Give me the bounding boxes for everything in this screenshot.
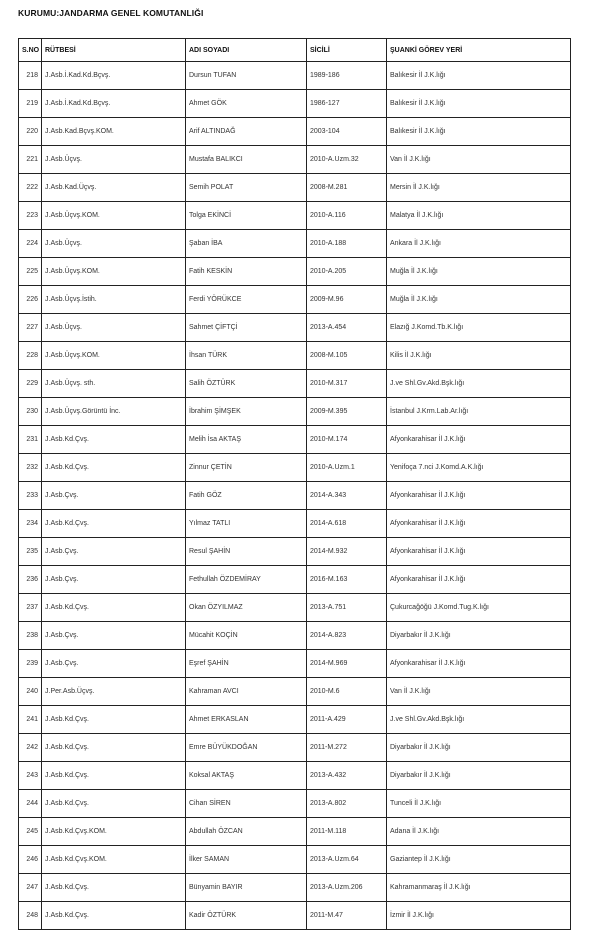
cell-duty-station: Van İl J.K.lığı [387, 146, 571, 174]
cell-name: Ahmet GÖK [186, 90, 307, 118]
table-row [19, 874, 571, 902]
cell-duty-station: Tunceli İl J.K.lığı [387, 790, 571, 818]
cell-rank: J.Asb.Çvş. [42, 650, 186, 678]
table-row [19, 650, 571, 678]
cell-rank: J.Asb.Kd.Çvş.KOM. [42, 846, 186, 874]
cell-no: 234 [19, 510, 42, 538]
personnel-table [18, 38, 571, 930]
cell-name: Koksal AKTAŞ [186, 762, 307, 790]
cell-duty-station: Çukurcağöğü J.Komd.Tug.K.lığı [387, 594, 571, 622]
cell-rank: J.Asb.Kd.Çvş. [42, 510, 186, 538]
cell-rank: J.Asb.Kd.Çvş. [42, 902, 186, 930]
cell-registry: 2010-A.116 [307, 202, 387, 230]
cell-duty-station: Afyonkarahisar İl J.K.lığı [387, 510, 571, 538]
cell-registry: 2014-A.618 [307, 510, 387, 538]
cell-name: Fethullah ÖZDEMİRAY [186, 566, 307, 594]
cell-registry: 2003-104 [307, 118, 387, 146]
cell-name: Bünyamin BAYIR [186, 874, 307, 902]
cell-no: 228 [19, 342, 42, 370]
cell-name: Fatih GÖZ [186, 482, 307, 510]
cell-registry: 2013-A.432 [307, 762, 387, 790]
cell-duty-station: Diyarbakır İl J.K.lığı [387, 762, 571, 790]
cell-duty-station: İzmir İl J.K.lığı [387, 902, 571, 930]
cell-name: Arif ALTINDAĞ [186, 118, 307, 146]
cell-name: İbrahim ŞİMŞEK [186, 398, 307, 426]
cell-no: 233 [19, 482, 42, 510]
cell-duty-station: Afyonkarahisar İl J.K.lığı [387, 566, 571, 594]
cell-rank: J.Asb.Üçvş.KOM. [42, 342, 186, 370]
cell-rank: J.Asb.Üçvş.KOM. [42, 202, 186, 230]
table-row [19, 454, 571, 482]
table-row [19, 258, 571, 286]
cell-no: 220 [19, 118, 42, 146]
table-row [19, 426, 571, 454]
table-row [19, 594, 571, 622]
cell-duty-station: Elazığ J.Komd.Tb.K.lığı [387, 314, 571, 342]
cell-rank: J.Asb.Kd.Çvş. [42, 874, 186, 902]
table-row [19, 846, 571, 874]
cell-no: 231 [19, 426, 42, 454]
cell-name: Abdullah ÖZCAN [186, 818, 307, 846]
column-header-name: ADI SOYADI [186, 39, 307, 62]
cell-name: Mustafa BALIKCI [186, 146, 307, 174]
cell-name: Ahmet ERKASLAN [186, 706, 307, 734]
cell-no: 246 [19, 846, 42, 874]
cell-no: 239 [19, 650, 42, 678]
table-row [19, 510, 571, 538]
cell-duty-station: Afyonkarahisar İl J.K.lığı [387, 538, 571, 566]
cell-no: 230 [19, 398, 42, 426]
cell-duty-station: Muğla İl J.K.lığı [387, 286, 571, 314]
table-row [19, 734, 571, 762]
cell-rank: J.Asb.Kd.Çvş. [42, 594, 186, 622]
cell-registry: 2010-M.317 [307, 370, 387, 398]
cell-rank: J.Asb.İ.Kad.Kd.Bçvş. [42, 62, 186, 90]
cell-registry: 2013-A.802 [307, 790, 387, 818]
cell-name: Kadir ÖZTÜRK [186, 902, 307, 930]
cell-rank: J.Asb.İ.Kad.Kd.Bçvş. [42, 90, 186, 118]
cell-registry: 2014-A.343 [307, 482, 387, 510]
cell-rank: J.Asb.Kad.Üçvş. [42, 174, 186, 202]
cell-name: Emre BÜYÜKDOĞAN [186, 734, 307, 762]
cell-duty-station: Malatya İl J.K.lığı [387, 202, 571, 230]
cell-rank: J.Asb.Kd.Çvş. [42, 454, 186, 482]
cell-duty-station: İstanbul J.Krm.Lab.Ar.lığı [387, 398, 571, 426]
cell-rank: J.Asb.Üçvş.KOM. [42, 258, 186, 286]
cell-registry: 2016-M.163 [307, 566, 387, 594]
cell-name: Kahraman AVCI [186, 678, 307, 706]
cell-registry: 2011-M.118 [307, 818, 387, 846]
cell-name: Okan ÖZYILMAZ [186, 594, 307, 622]
cell-registry: 2010-A.205 [307, 258, 387, 286]
cell-registry: 2008-M.281 [307, 174, 387, 202]
cell-duty-station: Afyonkarahisar İl J.K.lığı [387, 482, 571, 510]
cell-no: 242 [19, 734, 42, 762]
cell-registry: 2011-M.272 [307, 734, 387, 762]
cell-rank: J.Asb.Kd.Çvş. [42, 790, 186, 818]
cell-name: Salih ÖZTÜRK [186, 370, 307, 398]
cell-no: 237 [19, 594, 42, 622]
cell-rank: J.Asb.Üçvş.İstih. [42, 286, 186, 314]
cell-registry: 2011-A.429 [307, 706, 387, 734]
cell-registry: 2010-A.Uzm.1 [307, 454, 387, 482]
column-header-duty-station: ŞUANKİ GÖREV YERİ [387, 39, 571, 62]
cell-duty-station: Yenifoça 7.nci J.Komd.A.K.lığı [387, 454, 571, 482]
cell-name: Fatih KESKİN [186, 258, 307, 286]
cell-name: Eşref ŞAHİN [186, 650, 307, 678]
cell-rank: J.Asb.Üçvş. [42, 230, 186, 258]
cell-no: 225 [19, 258, 42, 286]
cell-duty-station: Balıkesir İl J.K.lığı [387, 62, 571, 90]
table-row [19, 678, 571, 706]
cell-no: 235 [19, 538, 42, 566]
cell-duty-station: Kilis İl J.K.lığı [387, 342, 571, 370]
cell-registry: 2013-A.751 [307, 594, 387, 622]
cell-duty-station: J.ve Shl.Gv.Akd.Bşk.lığı [387, 370, 571, 398]
cell-rank: J.Asb.Kd.Çvş. [42, 734, 186, 762]
cell-name: Semih POLAT [186, 174, 307, 202]
cell-no: 247 [19, 874, 42, 902]
cell-duty-station: Afyonkarahisar İl J.K.lığı [387, 650, 571, 678]
cell-rank: J.Asb.Kd.Çvş.KOM. [42, 818, 186, 846]
cell-name: Cihan SİREN [186, 790, 307, 818]
cell-duty-station: Balıkesir İl J.K.lığı [387, 90, 571, 118]
cell-registry: 2013-A.Uzm.206 [307, 874, 387, 902]
cell-rank: J.Asb.Çvş. [42, 538, 186, 566]
cell-name: Yılmaz TATLI [186, 510, 307, 538]
cell-name: Şaban İBA [186, 230, 307, 258]
cell-rank: J.Asb.Kd.Çvş. [42, 426, 186, 454]
table-row [19, 622, 571, 650]
table-row [19, 566, 571, 594]
table-row [19, 538, 571, 566]
cell-no: 238 [19, 622, 42, 650]
table-row [19, 118, 571, 146]
cell-registry: 2013-A.Uzm.64 [307, 846, 387, 874]
table-row [19, 342, 571, 370]
cell-duty-station: Kahramanmaraş İl J.K.lığı [387, 874, 571, 902]
cell-no: 223 [19, 202, 42, 230]
cell-no: 240 [19, 678, 42, 706]
cell-registry: 2010-A.188 [307, 230, 387, 258]
cell-duty-station: Van İl J.K.lığı [387, 678, 571, 706]
column-header-registry: SİCİLİ [307, 39, 387, 62]
cell-name: Sahmet ÇİFTÇİ [186, 314, 307, 342]
cell-registry: 2009-M.395 [307, 398, 387, 426]
cell-duty-station: Ankara İl J.K.lığı [387, 230, 571, 258]
cell-name: Dursun TUFAN [186, 62, 307, 90]
table-body [19, 62, 571, 930]
cell-duty-station: Gaziantep İl J.K.lığı [387, 846, 571, 874]
cell-duty-station: Adana İl J.K.lığı [387, 818, 571, 846]
table-row [19, 398, 571, 426]
cell-no: 245 [19, 818, 42, 846]
table-row [19, 790, 571, 818]
cell-no: 236 [19, 566, 42, 594]
cell-duty-station: Afyonkarahisar İl J.K.lığı [387, 426, 571, 454]
cell-name: Resul ŞAHİN [186, 538, 307, 566]
column-header-no: S.NO [19, 39, 42, 62]
cell-rank: J.Asb.Üçvş. sth. [42, 370, 186, 398]
table-row [19, 818, 571, 846]
cell-duty-station: Balıkesir İl J.K.lığı [387, 118, 571, 146]
cell-rank: J.Asb.Kd.Çvş. [42, 706, 186, 734]
cell-no: 218 [19, 62, 42, 90]
cell-no: 229 [19, 370, 42, 398]
cell-no: 244 [19, 790, 42, 818]
cell-duty-station: Diyarbakır İl J.K.lığı [387, 734, 571, 762]
cell-name: Tolga EKİNCİ [186, 202, 307, 230]
cell-registry: 2013-A.454 [307, 314, 387, 342]
table-row [19, 482, 571, 510]
cell-name: Zinnur ÇETİN [186, 454, 307, 482]
cell-rank: J.Asb.Kd.Çvş. [42, 762, 186, 790]
table-row [19, 286, 571, 314]
cell-rank: J.Asb.Çvş. [42, 622, 186, 650]
table-row [19, 202, 571, 230]
cell-duty-station: Muğla İl J.K.lığı [387, 258, 571, 286]
table-row [19, 706, 571, 734]
cell-rank: J.Asb.Üçvş. [42, 146, 186, 174]
table-row [19, 174, 571, 202]
column-header-rank: RÜTBESİ [42, 39, 186, 62]
cell-no: 248 [19, 902, 42, 930]
cell-no: 227 [19, 314, 42, 342]
cell-no: 241 [19, 706, 42, 734]
cell-no: 243 [19, 762, 42, 790]
cell-name: Melih İsa AKTAŞ [186, 426, 307, 454]
cell-rank: J.Asb.Üçvş.Görüntü İnc. [42, 398, 186, 426]
document-header: KURUMU:JANDARMA GENEL KOMUTANLIĞI [18, 8, 204, 18]
cell-duty-station: Diyarbakır İl J.K.lığı [387, 622, 571, 650]
cell-registry: 2014-M.932 [307, 538, 387, 566]
cell-registry: 2014-A.823 [307, 622, 387, 650]
cell-no: 221 [19, 146, 42, 174]
cell-registry: 1989-186 [307, 62, 387, 90]
cell-registry: 2011-M.47 [307, 902, 387, 930]
cell-no: 232 [19, 454, 42, 482]
cell-rank: J.Asb.Çvş. [42, 566, 186, 594]
cell-duty-station: Mersin İl J.K.lığı [387, 174, 571, 202]
table-row [19, 230, 571, 258]
cell-registry: 2008-M.105 [307, 342, 387, 370]
table-row [19, 370, 571, 398]
table-row [19, 62, 571, 90]
cell-name: İlker SAMAN [186, 846, 307, 874]
cell-no: 226 [19, 286, 42, 314]
cell-rank: J.Asb.Üçvş. [42, 314, 186, 342]
table-row [19, 146, 571, 174]
cell-rank: J.Per.Asb.Üçvş. [42, 678, 186, 706]
cell-duty-station: J.ve Shl.Gv.Akd.Bşk.lığı [387, 706, 571, 734]
cell-no: 222 [19, 174, 42, 202]
cell-registry: 1986-127 [307, 90, 387, 118]
table-row [19, 314, 571, 342]
cell-no: 219 [19, 90, 42, 118]
cell-registry: 2014-M.969 [307, 650, 387, 678]
cell-no: 224 [19, 230, 42, 258]
cell-name: İhsan TÜRK [186, 342, 307, 370]
table-row [19, 90, 571, 118]
cell-registry: 2010-A.Uzm.32 [307, 146, 387, 174]
cell-rank: J.Asb.Kad.Bçvş.KOM. [42, 118, 186, 146]
table-header-row [19, 39, 571, 62]
cell-name: Mücahit KOÇİN [186, 622, 307, 650]
cell-rank: J.Asb.Çvş. [42, 482, 186, 510]
cell-registry: 2010-M.174 [307, 426, 387, 454]
table-row [19, 762, 571, 790]
cell-registry: 2009-M.96 [307, 286, 387, 314]
cell-registry: 2010-M.6 [307, 678, 387, 706]
table-row [19, 902, 571, 930]
cell-name: Ferdi YÖRÜKCE [186, 286, 307, 314]
